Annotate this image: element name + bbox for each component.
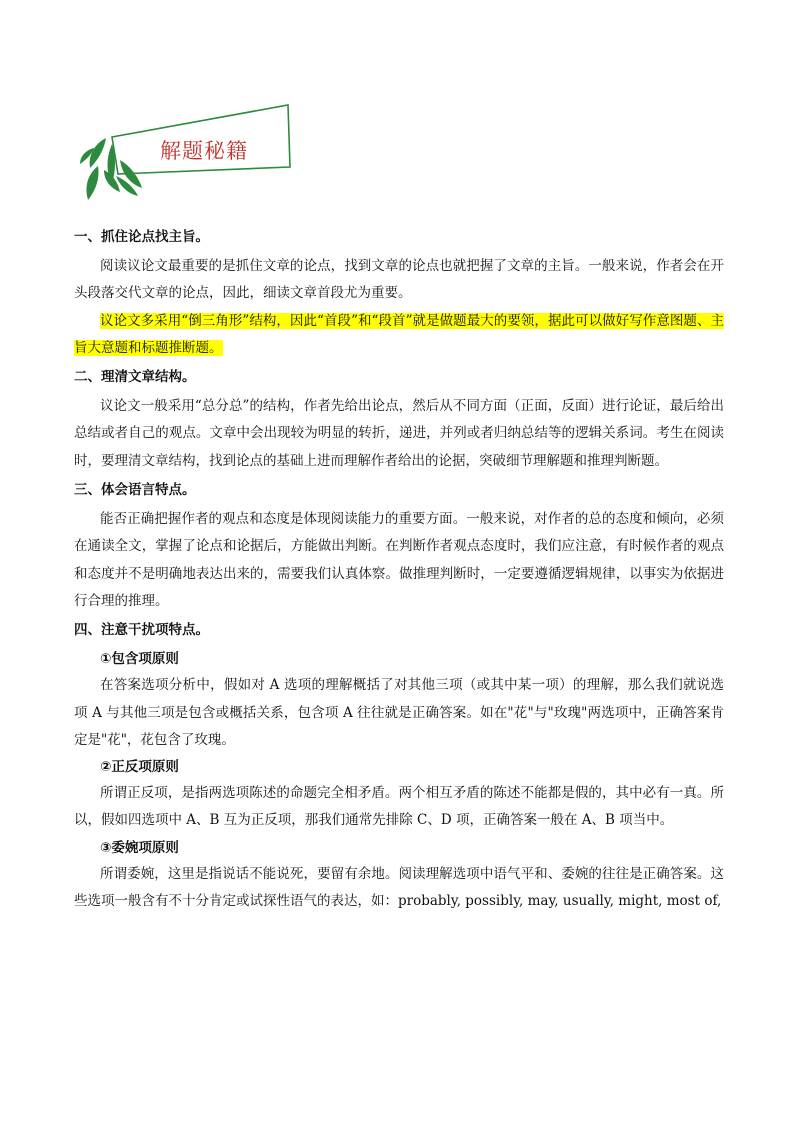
paragraph: 议论文一般采用“总分总”的结构，作者先给出论点，然后从不同方面（正面，反面）进行论证，最后给出总结或者自己的观点。文章中会出现较为明显的转折，递进，并列或者归纳总结等的逻辑关系词。考生在阅读时，要理清文章结构，找到论点的基础上进而理解作者给出的论据，突破细节理解题和推理判断题。 [74, 398, 724, 469]
section-heading-1: 一、抓住论点找主旨。 [74, 229, 209, 245]
banner-title: 解题秘籍 [160, 139, 248, 163]
document-body [74, 224, 724, 915]
paragraph: 在答案选项分析中，假如对 A 选项的理解概括了对其他三项（或其中某一项）的理解，那么我们就说选项 A 与其他三项是包含或概括关系，包含项 A 往往就是正确答案。如在"花"与"玫瑰"两选项中，正确答案肯定是"花"，花包含了玫瑰。 [74, 677, 724, 748]
subsection-title: ①包含项原则 [100, 651, 179, 668]
subsection-title: ②正反项原则 [100, 759, 179, 776]
paragraph: 能否正确把握作者的观点和态度是体现阅读能力的重要方面。一般来说，对作者的总的态度和倾向，必须在通读全文，掌握了论点和论据后，方能做出判断。在判断作者观点态度时，我们应注意，有时候作者的观点和态度并不是明确地表达出来的，需要我们认真体察。做推理判断时，一定要遵循逻辑规律，以事实为依据进行合理的推理。 [74, 511, 724, 609]
paragraph: 所谓正反项，是指两选项陈述的命题完全相矛盾。两个相互矛盾的陈述不能都是假的，其中必有一真。所以，假如四选项中 A、B 互为正反项，那我们通常先排除 C、D 项，正确答案一般在 A、B 项当中。 [74, 785, 724, 829]
paragraph: 阅读议论文最重要的是抓住文章的论点，找到文章的论点也就把握了文章的主旨。一般来说，作者会在开头段落交代文章的论点，因此，细读文章首段尤为重要。 [74, 258, 724, 302]
section-heading-2: 二、理清文章结构。 [74, 369, 196, 386]
section-banner [76, 104, 292, 210]
highlighted-text: 议论文多采用“倒三角形”结构，因此“首段”和“段首”就是做题最大的要领，据此可以做好写作意图题、主旨大意题和标题推断题。 [74, 312, 724, 356]
subsection-title: ③委婉项原则 [100, 839, 179, 856]
highlighted-paragraph [74, 308, 724, 363]
section-heading-3: 三、体会语言特点。 [74, 482, 196, 499]
paragraph: 所谓委婉，这里是指说话不能说死，要留有余地。阅读理解选项中语气平和、委婉的往往是正确答案。这些选项一般含有不十分肯定或试探性语气的表达，如：probably, possibly, may, usually, might, most of, [74, 865, 724, 910]
section-heading-4: 四、注意干扰项特点。 [74, 622, 209, 639]
